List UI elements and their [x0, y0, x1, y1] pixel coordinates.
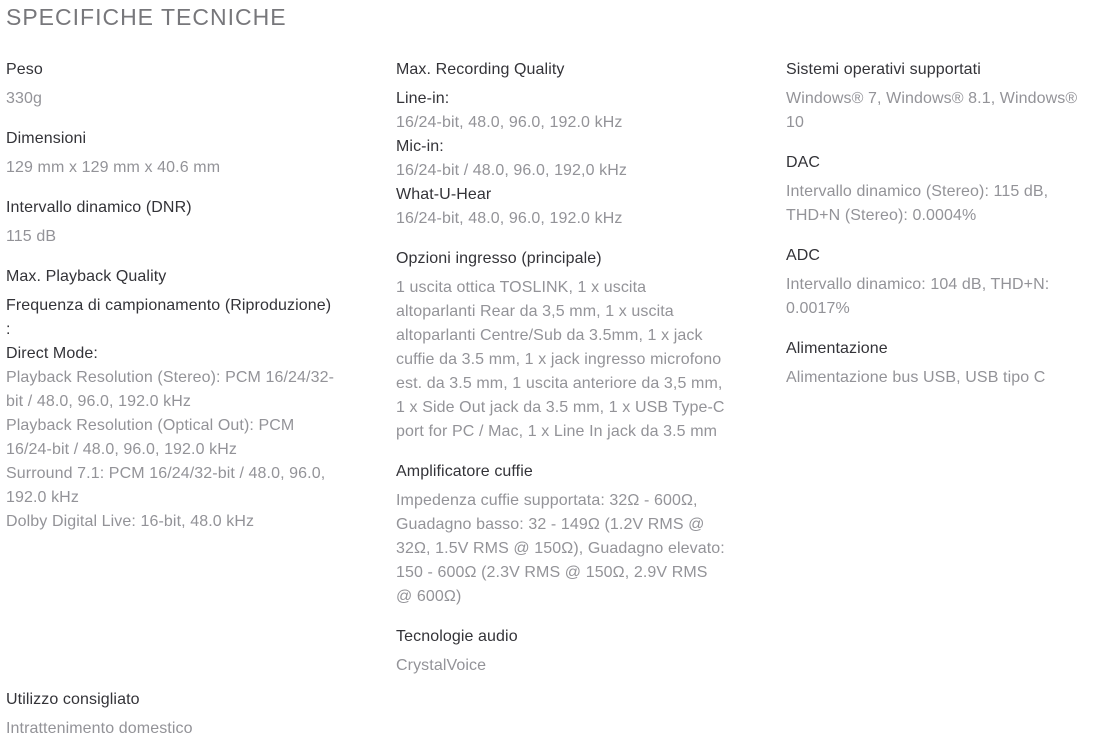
spec-line: What-U-Hear	[396, 186, 492, 203]
spec-heading: ADC	[786, 247, 821, 264]
spec-line: 16/24-bit / 48.0, 96.0, 192,0 kHz	[396, 162, 628, 179]
spec-heading: Dimensioni	[6, 130, 87, 147]
spec-column-3	[786, 58, 1096, 743]
spec-line: Direct Mode:	[6, 345, 98, 362]
spec-line: Dolby Digital Live: 16-bit, 48.0 kHz	[6, 513, 255, 530]
spec-section	[786, 58, 1096, 135]
spec-line: :	[6, 321, 11, 338]
spec-line: Line-in:	[396, 90, 450, 107]
spec-line: Intervallo dinamico: 104 dB, THD+N: 0.0017%	[786, 276, 1050, 317]
spec-section	[396, 460, 726, 609]
spec-section	[786, 151, 1096, 228]
spec-line: Mic-in:	[396, 138, 444, 155]
page-title: SPECIFICHE TECNICHE	[6, 4, 287, 30]
spec-line: 16/24-bit, 48.0, 96.0, 192.0 kHz	[396, 114, 623, 131]
spec-section	[396, 58, 726, 231]
spec-heading: Sistemi operativi supportati	[786, 61, 981, 78]
spec-section	[396, 625, 726, 678]
spec-line: 330g	[6, 90, 42, 107]
spec-line: Impedenza cuffie supportata: 32Ω - 600Ω, Guadagno basso: 32 - 149Ω (1.2V RMS @ 32Ω, 1.5V RMS @ 150Ω), Guadagno elevato: 150 - 600Ω (2.3V RMS @ 150Ω, 2.9V RMS @ 600Ω)	[396, 492, 725, 605]
spec-section	[786, 337, 1096, 390]
spec-section	[6, 688, 336, 741]
spec-heading: Amplificatore cuffie	[396, 463, 533, 480]
spec-section	[6, 58, 336, 111]
spec-heading: Intervallo dinamico (DNR)	[6, 199, 192, 216]
spec-line: Playback Resolution (Stereo): PCM 16/24/32-bit / 48.0, 96.0, 192.0 kHz	[6, 369, 335, 410]
spec-section	[6, 127, 336, 180]
spec-line: Intrattenimento domestico	[6, 720, 193, 737]
spec-heading: Opzioni ingresso (principale)	[396, 250, 602, 267]
spec-heading: Max. Playback Quality	[6, 268, 167, 285]
spec-line: Intervallo dinamico (Stereo): 115 dB, THD+N (Stereo): 0.0004%	[786, 183, 1049, 224]
spec-line: CrystalVoice	[396, 657, 487, 674]
spec-line: Playback Resolution (Optical Out): PCM 16/24-bit / 48.0, 96.0, 192.0 kHz	[6, 417, 295, 458]
spec-line: Surround 7.1: PCM 16/24/32-bit / 48.0, 96.0, 192.0 kHz	[6, 465, 326, 506]
spec-column-2	[396, 58, 726, 743]
spec-line: Windows® 7, Windows® 8.1, Windows® 10	[786, 90, 1078, 131]
spec-line: Frequenza di campionamento (Riproduzione)	[6, 297, 332, 314]
spec-section	[396, 247, 726, 444]
spec-section	[786, 244, 1096, 321]
spec-heading: Tecnologie audio	[396, 628, 518, 645]
spec-column-1	[6, 58, 336, 743]
spec-grid	[6, 58, 1096, 743]
spec-heading: Max. Recording Quality	[396, 61, 565, 78]
spec-section	[6, 196, 336, 249]
spec-line: 115 dB	[6, 228, 57, 245]
spec-section	[6, 265, 336, 534]
spec-line: 1 uscita ottica TOSLINK, 1 x uscita altoparlanti Rear da 3,5 mm, 1 x uscita altoparlanti Centre/Sub da 3.5mm, 1 x jack cuffie da 3.5 mm, 1 x jack ingresso microfono est. da 3.5 mm, 1 uscita anteriore da 3,5 mm, 1 x Side Out jack da 3.5 mm, 1 x USB Type-C port for PC / Mac, 1 x Line In jack da 3.5 mm	[396, 279, 725, 440]
spec-line: 16/24-bit, 48.0, 96.0, 192.0 kHz	[396, 210, 623, 227]
spec-heading: Utilizzo consigliato	[6, 691, 140, 708]
spec-heading: Alimentazione	[786, 340, 888, 357]
spec-heading: DAC	[786, 154, 821, 171]
spec-heading: Peso	[6, 61, 43, 78]
spec-line: Alimentazione bus USB, USB tipo C	[786, 369, 1046, 386]
spec-line: 129 mm x 129 mm x 40.6 mm	[6, 159, 221, 176]
